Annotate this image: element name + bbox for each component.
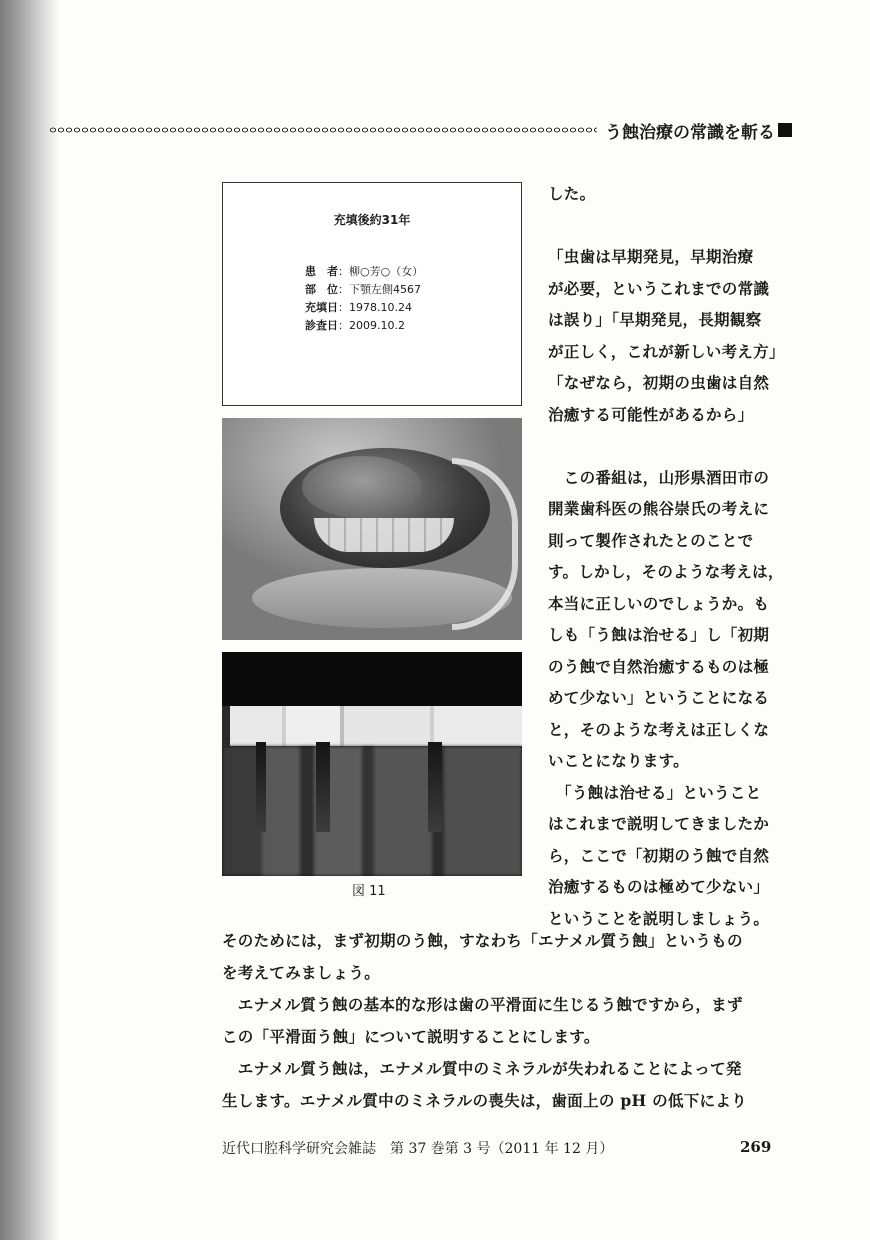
text-line: 「う蝕は治せる」ということ [548, 782, 762, 802]
text-line: と，そのような考えは正しくな [548, 719, 770, 739]
xray-teeth [222, 746, 522, 876]
page-number: 269 [740, 1138, 772, 1156]
text-line [548, 210, 794, 242]
text-line: 治癒する可能性があるから」 [548, 404, 754, 424]
info-rows [305, 263, 423, 335]
text-line: が必要，というこれまでの常識 [548, 278, 770, 298]
text-line: エナメル質う蝕は，エナメル質中のミネラルが失われることによって発 [222, 1059, 742, 1078]
text-line: めて少ない」ということになる [548, 688, 770, 707]
header-title: う蝕治療の常識を斬る [605, 122, 775, 143]
text-line: のう蝕で自然治癒するものは極 [548, 656, 770, 676]
page-spine-shadow [0, 0, 60, 1240]
text-line: は誤り」「早期発見，長期観察 [548, 310, 762, 329]
text-line: この番組は，山形県酒田市の [548, 467, 770, 487]
text-line: エナメル質う蝕の基本的な形は歯の平滑面に生じるう蝕ですから，まず [222, 995, 743, 1014]
xray-root-gap [428, 742, 442, 832]
journal-footer: 近代口腔科学研究会雑誌 第 37 巻第 3 号（2011 年 12 月） [222, 1141, 614, 1157]
lower-teeth [314, 518, 454, 552]
intraoral-photo [222, 418, 522, 640]
info-row-site: 部 位：下顎左側4567 [305, 283, 421, 296]
full-width-text [222, 925, 796, 1117]
text-line: はこれまで説明してきましたか [548, 814, 770, 833]
xray-root-gap [256, 742, 266, 832]
figure-caption: 図 11 [352, 884, 386, 899]
info-title: 充填後約31年 [333, 213, 411, 227]
text-line [548, 430, 794, 462]
text-line: を考えてみましょう。 [222, 963, 381, 982]
info-row-patient: 患 者：柳○芳○（女） [305, 265, 424, 278]
black-square-icon [778, 123, 792, 137]
text-line: そのためには，まず初期のう蝕，すなわち「エナメル質う蝕」というもの [222, 931, 743, 950]
info-row-exam-date: 診査日：2009.10.2 [305, 319, 405, 332]
text-line: 「なぜなら，初期の虫歯は自然 [548, 373, 770, 392]
text-line: この「平滑面う蝕」について説明することにします。 [222, 1027, 600, 1046]
xray-root-gap [316, 742, 330, 832]
right-column-text [548, 178, 794, 934]
running-header [48, 118, 792, 142]
figure-info-box [222, 182, 522, 406]
tongue [302, 456, 422, 518]
text-line: 則って製作されたとのことで [548, 530, 754, 550]
xray-restorations [222, 706, 522, 746]
text-line: 開業歯科医の熊谷崇氏の考えに [548, 499, 770, 518]
text-line: した。 [548, 184, 596, 203]
text-line: 本当に正しいのでしょうか。も [548, 593, 770, 613]
info-row-filling-date: 充填日：1978.10.24 [305, 301, 412, 314]
text-line: す。しかし，そのような考えは， [548, 562, 784, 581]
text-line: いことになります。 [548, 751, 689, 770]
dental-xray [222, 652, 522, 876]
text-line: 生します。エナメル質中のミネラルの喪失は，歯面上の pH の低下により [222, 1091, 747, 1110]
text-line: 治癒するものは極めて少ない」 [548, 877, 770, 896]
decorative-chain-rule [48, 125, 597, 135]
text-line: しも「う蝕は治せる」し「初期 [548, 625, 770, 644]
text-line: ということを説明しましょう。 [548, 908, 770, 928]
text-line: が正しく，これが新しい考え方」 [548, 341, 785, 361]
text-line: ら，ここで「初期のう蝕で自然 [548, 845, 770, 865]
text-line: 「虫歯は早期発見，早期治療 [548, 247, 754, 266]
